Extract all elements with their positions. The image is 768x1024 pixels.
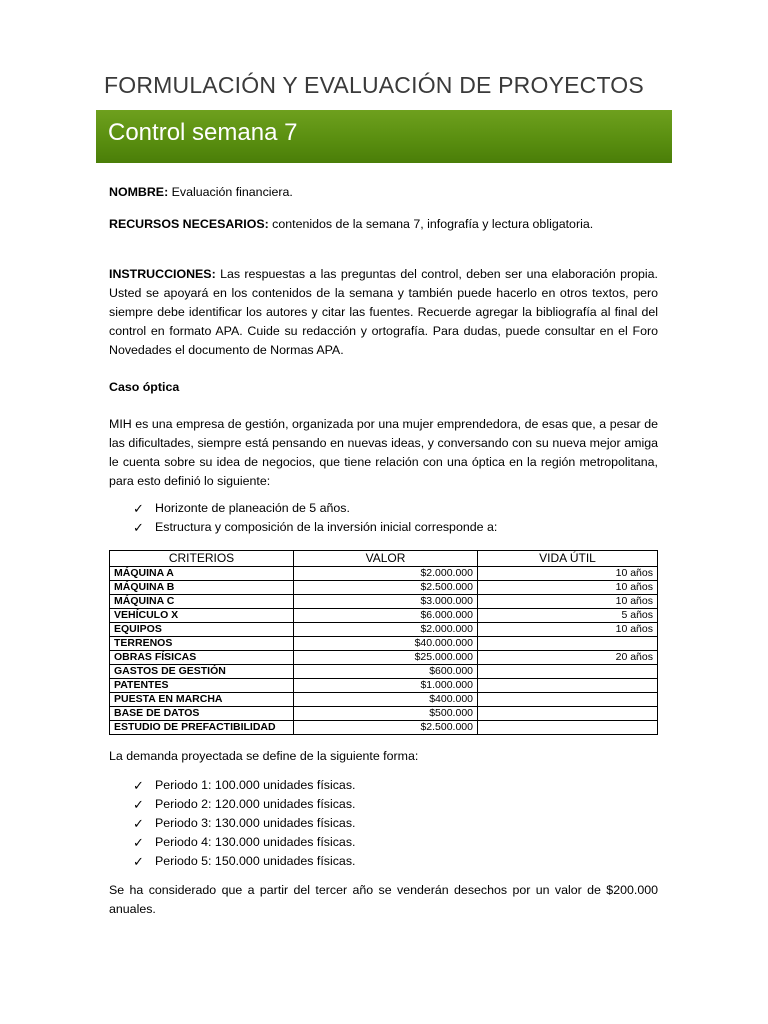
recursos-paragraph bbox=[109, 215, 658, 234]
caso-paragraph: MIH es una empresa de gestión, organizada por una mujer emprendedora, de esas que, a pesar de las dificultades, siempre está pensando en nuevas ideas, y conversando con su nueva mejor amiga le cuenta sobre su idea de negocios, que tiene relación con una óptica en la región metropolitana, para esto definió lo siguiente: bbox=[109, 417, 658, 488]
instrucciones-value: Las respuestas a las preguntas del control, deben ser una elaboración propia. Usted se apoyará en los contenidos de la semana y también puede hacerlo en otros textos, pero siempre debe identificar los autores y citar las fuentes. Recuerde agregar la bibliografía al final del control en formato APA. Cuide su redacción y ortografía. Para dudas, puede consultar en el Foro Novedades el documento de Normas APA. bbox=[109, 267, 658, 357]
banner-title: Control semana 7 bbox=[108, 119, 298, 146]
table-row: PATENTES $1.000.000 bbox=[110, 679, 658, 693]
list-item: ✓ Periodo 2: 120.000 unidades físicas. bbox=[133, 797, 356, 812]
list-item: ✓ Estructura y composición de la inversión inicial corresponde a: bbox=[133, 520, 498, 535]
recursos-label: RECURSOS NECESARIOS: bbox=[109, 217, 269, 231]
inversion-list bbox=[109, 499, 658, 537]
table-row: MÁQUINA B $2.500.000 10 años bbox=[110, 581, 658, 595]
table-row: PUESTA EN MARCHA $400.000 bbox=[110, 693, 658, 707]
table-row: TERRENOS $40.000.000 bbox=[110, 637, 658, 651]
list-item: ✓ Periodo 3: 130.000 unidades físicas. bbox=[133, 816, 356, 831]
demanda-list bbox=[109, 776, 658, 871]
col-header-valor: VALOR bbox=[294, 551, 478, 567]
desechos-paragraph: Se ha considerado que a partir del tercer año se venderán desechos por un valor de $200.000 anuales. bbox=[109, 883, 658, 916]
list-item: ✓ Periodo 4: 130.000 unidades físicas. bbox=[133, 835, 356, 850]
instrucciones-label: INSTRUCCIONES: bbox=[109, 267, 216, 281]
table-row: EQUIPOS $2.000.000 10 años bbox=[110, 623, 658, 637]
check-icon: ✓ bbox=[133, 835, 144, 850]
nombre-value: Evaluación financiera. bbox=[168, 185, 293, 199]
inversion-table bbox=[109, 550, 658, 735]
title-banner bbox=[96, 110, 672, 163]
table-row: OBRAS FÍSICAS $25.000.000 20 años bbox=[110, 651, 658, 665]
table-row: MÁQUINA C $3.000.000 10 años bbox=[110, 595, 658, 609]
list-item: ✓ Horizonte de planeación de 5 años. bbox=[133, 501, 350, 516]
list-item: ✓ Periodo 5: 150.000 unidades físicas. bbox=[133, 854, 356, 869]
nombre-paragraph bbox=[109, 183, 658, 202]
table-header-row bbox=[110, 551, 658, 567]
check-icon: ✓ bbox=[133, 501, 144, 516]
demanda-intro: La demanda proyectada se define de la siguiente forma: bbox=[109, 749, 419, 763]
check-icon: ✓ bbox=[133, 797, 144, 812]
document-body bbox=[109, 183, 658, 919]
table-row: MÁQUINA A $2.000.000 10 años bbox=[110, 567, 658, 581]
check-icon: ✓ bbox=[133, 854, 144, 869]
instrucciones-paragraph bbox=[109, 265, 658, 360]
check-icon: ✓ bbox=[133, 816, 144, 831]
caso-title: Caso óptica bbox=[109, 380, 180, 394]
list-item: ✓ Periodo 1: 100.000 unidades físicas. bbox=[133, 778, 356, 793]
col-header-vida-util: VIDA ÚTIL bbox=[478, 551, 658, 567]
course-title: FORMULACIÓN Y EVALUACIÓN DE PROYECTOS bbox=[104, 72, 644, 98]
check-icon: ✓ bbox=[133, 520, 144, 535]
table-row: ESTUDIO DE PREFACTIBILIDAD $2.500.000 bbox=[110, 721, 658, 735]
table-row: VEHÍCULO X $6.000.000 5 años bbox=[110, 609, 658, 623]
table-row: BASE DE DATOS $500.000 bbox=[110, 707, 658, 721]
recursos-value: contenidos de la semana 7, infografía y lectura obligatoria. bbox=[268, 217, 594, 231]
col-header-criterios: CRITERIOS bbox=[110, 551, 294, 567]
table-row: GASTOS DE GESTIÓN $600.000 bbox=[110, 665, 658, 679]
check-icon: ✓ bbox=[133, 778, 144, 793]
nombre-label: NOMBRE: bbox=[109, 185, 169, 199]
